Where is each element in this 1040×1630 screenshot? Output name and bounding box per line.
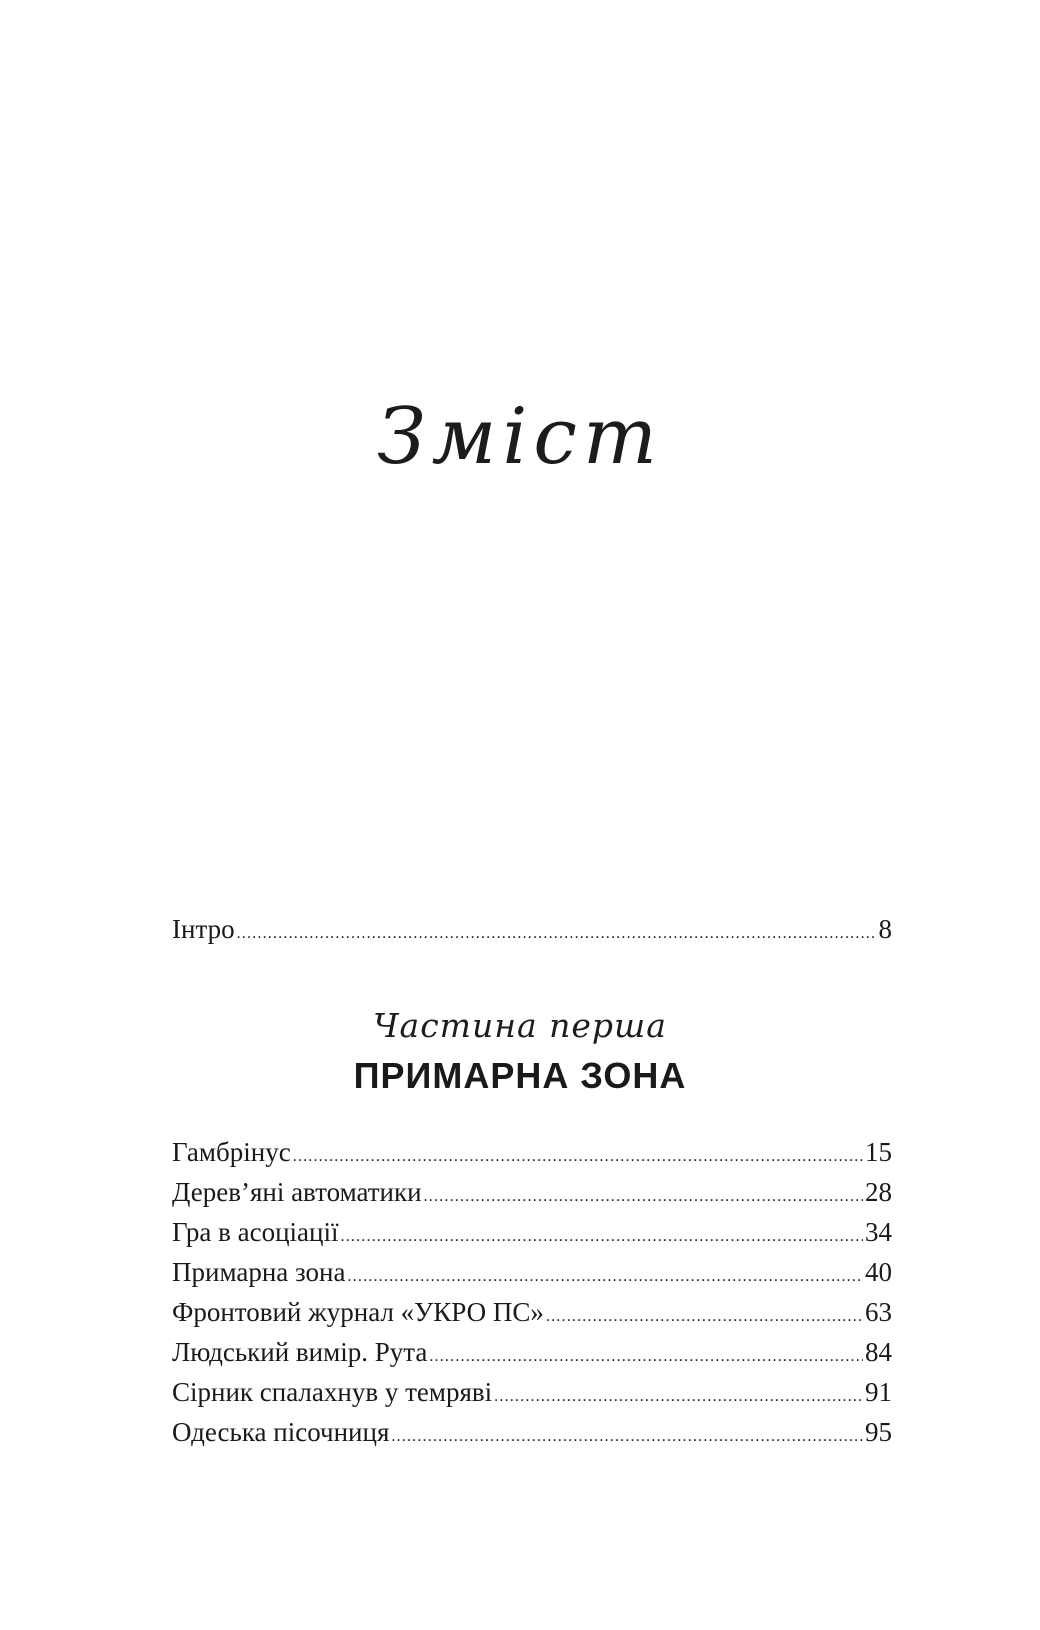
toc-entry[interactable] <box>172 1374 892 1410</box>
toc-entry-title: Сірник спалахнув у темряві <box>172 1377 493 1407</box>
toc-entry-title: Гра в асоціації <box>172 1217 339 1247</box>
toc-entry-title: Фронтовий журнал «УКРО ПС» <box>172 1297 544 1327</box>
toc-entry-page: 95 <box>865 1417 892 1447</box>
toc-entry-title: Гамбрінус <box>172 1137 291 1167</box>
toc-entry-page: 91 <box>865 1377 892 1407</box>
toc-entry-page: 40 <box>865 1257 892 1287</box>
toc-entry[interactable] <box>172 1334 892 1370</box>
part-title: ПРИМАРНА ЗОНА <box>353 1055 687 1096</box>
toc-entry-title: Примарна зона <box>172 1257 346 1287</box>
toc-entry-title: Людський вимір. Рута <box>172 1337 428 1367</box>
toc-entry[interactable] <box>172 1134 892 1170</box>
dot-leader <box>237 916 877 952</box>
dot-leader <box>424 1179 863 1215</box>
toc-entry-page: 34 <box>865 1217 892 1247</box>
dot-leader <box>293 1139 863 1175</box>
dot-leader <box>546 1299 863 1335</box>
toc-entry[interactable] <box>172 1254 892 1290</box>
dot-leader <box>429 1339 863 1375</box>
toc-entry-title: Дерев’яні автоматики <box>172 1177 422 1207</box>
toc-entry-page: 15 <box>865 1137 892 1167</box>
dot-leader <box>494 1379 863 1415</box>
part-label: Частина перша <box>373 1006 667 1045</box>
toc-entry-page: 63 <box>865 1297 892 1327</box>
toc-entry-intro[interactable] <box>172 911 892 947</box>
toc-entry-page: 28 <box>865 1177 892 1207</box>
toc-entry-title: Одеська пісочниця <box>172 1417 390 1447</box>
toc-entry[interactable] <box>172 1214 892 1250</box>
toc-entry[interactable] <box>172 1174 892 1210</box>
toc-entry[interactable] <box>172 1294 892 1330</box>
page-title: Зміст <box>377 392 663 482</box>
toc-entry-page: 84 <box>865 1337 892 1367</box>
dot-leader <box>347 1259 863 1295</box>
toc-entry-page: 8 <box>878 914 892 944</box>
toc-entry[interactable] <box>172 1414 892 1450</box>
dot-leader <box>341 1219 864 1255</box>
dot-leader <box>391 1419 863 1455</box>
toc-entry-title: Інтро <box>172 914 235 944</box>
